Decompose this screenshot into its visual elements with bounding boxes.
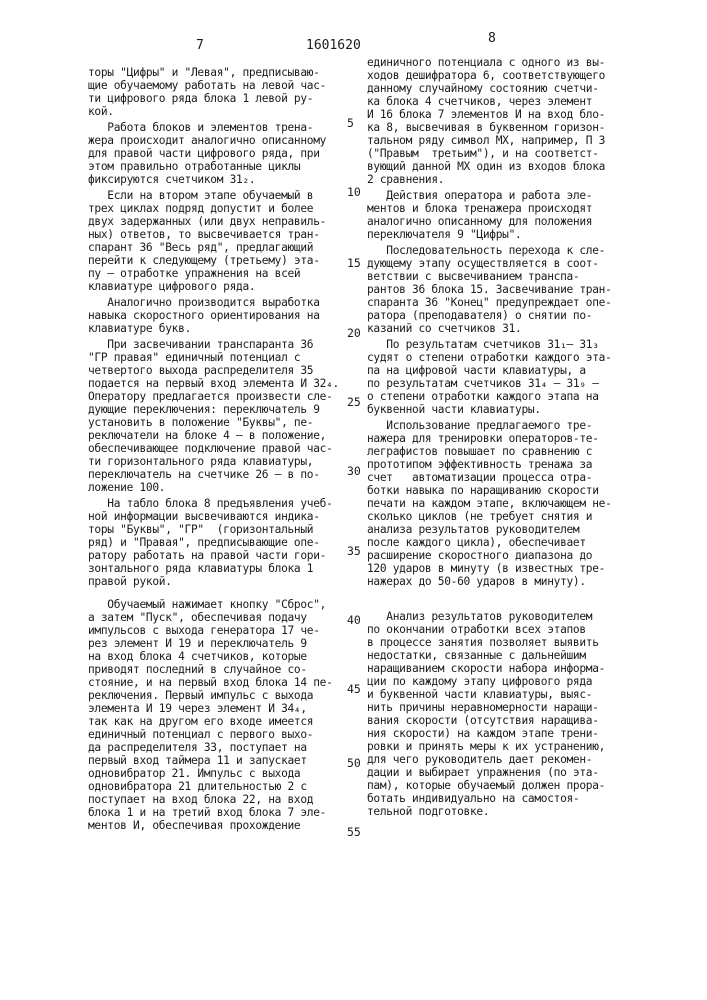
line-number: 15: [347, 257, 361, 270]
text-line: Обучаемый нажимает кнопку "Сброс",: [88, 598, 344, 611]
text-line: импульсов с выхода генератора 17 че-: [88, 624, 344, 637]
text-line: счет автоматизации процесса отра-: [367, 471, 623, 484]
text-line: четвертого выхода распределителя 35: [88, 364, 344, 377]
text-line: переключатель на счетчике 26 – в по-: [88, 468, 344, 481]
text-line: ветствии с высвечиванием транспа-: [367, 270, 623, 283]
text-line: блока 1 и на третий вход блока 7 эле-: [88, 806, 344, 819]
text-line: этом правильно отработанные циклы: [88, 160, 344, 173]
paragraph: [88, 598, 344, 832]
text-line: торы "Цифры" и "Левая", предписываю-: [88, 66, 344, 79]
text-line: ложение 100.: [88, 481, 344, 494]
text-line: ратору работать на правой части гори-: [88, 549, 344, 562]
text-line: реключения. Первый импульс с выхода: [88, 689, 344, 702]
text-line: навыка скоростного ориентирования на: [88, 309, 344, 322]
text-line: дации и выбирает упражнения (по эта-: [367, 766, 623, 779]
text-line: пу – отработке упражнения на всей: [88, 267, 344, 280]
text-line: па на цифровой части клавиатуры, а: [367, 364, 623, 377]
text-line: кой.: [88, 105, 344, 118]
text-line: фиксируются счетчиком 31₂.: [88, 173, 344, 186]
text-line: ботать индивидуально на самостоя-: [367, 792, 623, 805]
text-line: о степени отработки каждого этапа на: [367, 390, 623, 403]
text-line: рез элемент И 19 и переключатель 9: [88, 637, 344, 650]
paragraph: [88, 189, 344, 293]
text-line: единичного потенциала с одного из вы-: [367, 56, 623, 69]
text-line: леграфистов повышает по сравнению с: [367, 445, 623, 458]
text-line: Работа блоков и элементов трена-: [88, 121, 344, 134]
text-line: так как на другом его входе имеется: [88, 715, 344, 728]
text-line: торы "Буквы", "ГР" (горизонтальный: [88, 523, 344, 536]
text-line: двух задержанных (или двух неправиль-: [88, 215, 344, 228]
text-line: правой рукой.: [88, 575, 344, 588]
text-line: На табло блока 8 предъявления учеб-: [88, 497, 344, 510]
text-line: одновибратор 21. Импульс с выхода: [88, 767, 344, 780]
text-line: нажера для тренировки операторов-те-: [367, 432, 623, 445]
text-line: ния скорости) на каждом этапе трени-: [367, 727, 623, 740]
right-column: [367, 56, 623, 821]
text-line: жера происходит аналогично описанному: [88, 134, 344, 147]
paragraph: [88, 296, 344, 335]
text-line: для правой части цифрового ряда, при: [88, 147, 344, 160]
text-line: клавиатуре букв.: [88, 322, 344, 335]
line-number: 50: [347, 757, 361, 770]
text-line: Анализ результатов руководителем: [367, 610, 623, 623]
text-line: спарант 36 "Весь ряд", предлагающий: [88, 241, 344, 254]
line-number: 35: [347, 545, 361, 558]
text-line: И 16 блока 7 элементов И на вход бло-: [367, 108, 623, 121]
text-line: казаний со счетчиков 31.: [367, 322, 623, 335]
text-line: ходов дешифратора 6, соответствующего: [367, 69, 623, 82]
text-line: элемента И 19 через элемент И 34₄,: [88, 702, 344, 715]
text-line: одновибратора 21 длительностью 2 с: [88, 780, 344, 793]
text-line: дующему этапу осуществляется в соот-: [367, 257, 623, 270]
line-number: 30: [347, 465, 361, 478]
text-line: недостатки, связанные с дальнейшим: [367, 649, 623, 662]
text-line: трех циклах подряд допустит и более: [88, 202, 344, 215]
line-number: 10: [347, 186, 361, 199]
text-line: прототипом эффективность тренажа за: [367, 458, 623, 471]
text-line: ментов И, обеспечивая прохождение: [88, 819, 344, 832]
text-line: пам), которые обучаемый должен прора-: [367, 779, 623, 792]
text-line: Действия оператора и работа эле-: [367, 189, 623, 202]
text-line: судят о степени отработки каждого эта-: [367, 351, 623, 364]
text-line: первый вход таймера 11 и запускает: [88, 754, 344, 767]
paragraph: [88, 66, 344, 118]
text-line: для чего руководитель дает рекомен-: [367, 753, 623, 766]
left-page-number: 7: [196, 38, 204, 53]
text-line: дующие переключения: переключатель 9: [88, 403, 344, 416]
text-line: переключателя 9 "Цифры".: [367, 228, 623, 241]
text-line: аналогично описанному для положения: [367, 215, 623, 228]
text-line: расширение скоростного диапазона до: [367, 549, 623, 562]
right-page-number: 8: [488, 31, 496, 46]
text-line: после каждого цикла), обеспечивает: [367, 536, 623, 549]
text-line: Если на втором этапе обучаемый в: [88, 189, 344, 202]
line-number: 45: [347, 683, 361, 696]
text-line: 2 сравнения.: [367, 173, 623, 186]
text-line: зонтального ряда клавиатуры блока 1: [88, 562, 344, 575]
text-line: на вход блока 4 счетчиков, которые: [88, 650, 344, 663]
text-line: обеспечивающее подключение правой час-: [88, 442, 344, 455]
text-line: рантов 36 блока 15. Засвечивание тран-: [367, 283, 623, 296]
text-line: тельной подготовке.: [367, 805, 623, 818]
paragraph: [88, 497, 344, 588]
paragraph: [88, 338, 344, 494]
text-line: ка блока 4 счетчиков, через элемент: [367, 95, 623, 108]
paragraph: [367, 338, 623, 416]
text-line: анализа результатов руководителем: [367, 523, 623, 536]
paragraph: [367, 189, 623, 241]
line-number: 25: [347, 396, 361, 409]
text-line: По результатам счетчиков 31₁– 31₃: [367, 338, 623, 351]
text-line: тальном ряду символ МХ, например, П 3: [367, 134, 623, 147]
text-line: ной информации высвечиваются индика-: [88, 510, 344, 523]
line-number: 55: [347, 826, 361, 839]
text-line: ботки навыка по наращиванию скорости: [367, 484, 623, 497]
text-line: нить причины неравномерности наращи-: [367, 701, 623, 714]
text-line: клавиатуре цифрового ряда.: [88, 280, 344, 293]
text-line: 120 ударов в минуту (в известных тре-: [367, 562, 623, 575]
text-line: спаранта 36 "Конец" предупреждает опе-: [367, 296, 623, 309]
text-line: в процессе занятия позволяет выявить: [367, 636, 623, 649]
text-line: ровки и принять меры к их устранению,: [367, 740, 623, 753]
left-column: [88, 66, 344, 835]
text-line: ратора (преподавателя) о снятии по-: [367, 309, 623, 322]
text-line: а затем "Пуск", обеспечивая подачу: [88, 611, 344, 624]
line-number: 40: [347, 614, 361, 627]
text-line: Оператору предлагается произвести сле-: [88, 390, 344, 403]
text-line: Использование предлагаемого тре-: [367, 419, 623, 432]
text-line: ментов и блока тренажера происходят: [367, 202, 623, 215]
text-line: подается на первый вход элемента И 32₄.: [88, 377, 344, 390]
text-line: поступает на вход блока 22, на вход: [88, 793, 344, 806]
text-line: вания скорости (отсутствия наращива-: [367, 714, 623, 727]
line-number: 20: [347, 327, 361, 340]
text-line: ции по каждому этапу цифрового ряда: [367, 675, 623, 688]
text-line: реключатели на блоке 4 – в положение,: [88, 429, 344, 442]
text-line: вующий данной МХ один из входов блока: [367, 160, 623, 173]
paragraph: [88, 121, 344, 186]
text-line: ти горизонтального ряда клавиатуры,: [88, 455, 344, 468]
patent-number: 1601620: [306, 38, 361, 53]
text-line: по окончании отработки всех этапов: [367, 623, 623, 636]
text-line: печати на каждом этапе, включающем не-: [367, 497, 623, 510]
text-line: сколько циклов (не требует снятия и: [367, 510, 623, 523]
text-line: приводят последний в случайное со-: [88, 663, 344, 676]
text-line: Последовательность перехода к сле-: [367, 244, 623, 257]
text-line: единичный потенциал с первого выхо-: [88, 728, 344, 741]
line-number: 5: [347, 117, 354, 130]
paragraph: [367, 244, 623, 335]
text-line: При засвечивании транспаранта 36: [88, 338, 344, 351]
text-line: установить в положение "Буквы", пе-: [88, 416, 344, 429]
text-line: ряд) и "Правая", предписывающие опе-: [88, 536, 344, 549]
text-line: ти цифрового ряда блока 1 левой ру-: [88, 92, 344, 105]
paragraph: [367, 419, 623, 588]
text-line: Аналогично производится выработка: [88, 296, 344, 309]
text-line: ка 8, высвечивая в буквенном горизон-: [367, 121, 623, 134]
text-line: "ГР правая" единичный потенциал с: [88, 351, 344, 364]
text-line: данному случайному состоянию счетчи-: [367, 82, 623, 95]
text-line: стояние, и на первый вход блока 14 пе-: [88, 676, 344, 689]
text-line: наращиванием скорости набора информа-: [367, 662, 623, 675]
text-line: да распределителя 33, поступает на: [88, 741, 344, 754]
text-line: ных) ответов, то высвечивается тран-: [88, 228, 344, 241]
text-line: ("Правым третьим"), и на соответст-: [367, 147, 623, 160]
text-line: и буквенной части клавиатуры, выяс-: [367, 688, 623, 701]
text-line: буквенной части клавиатуры.: [367, 403, 623, 416]
paragraph: [367, 56, 623, 186]
text-line: щие обучаемому работать на левой час-: [88, 79, 344, 92]
text-line: перейти к следующему (третьему) эта-: [88, 254, 344, 267]
text-line: нажерах до 50-60 ударов в минуту).: [367, 575, 623, 588]
paragraph: [367, 610, 623, 818]
text-line: по результатам счетчиков 31₄ – 31₉ –: [367, 377, 623, 390]
